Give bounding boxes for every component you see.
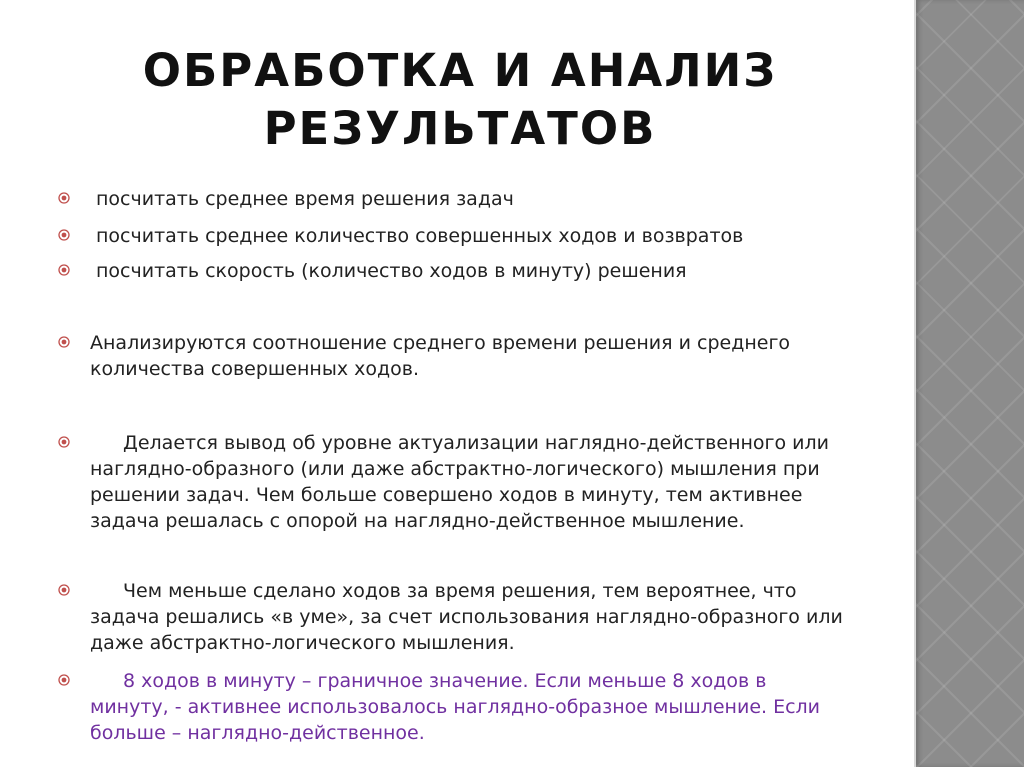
list-item-text: посчитать среднее количество совершенных ходов и возвратов	[96, 225, 744, 247]
list-item	[58, 258, 848, 284]
list-item-text: Чем меньше сделано ходов за время решения, тем вероятнее, что задача решались «в уме», за счет использования наглядно-образного или даже абстрактно-логического мышления.	[90, 580, 843, 654]
circled-dot-icon	[58, 584, 70, 596]
circled-dot-icon	[58, 192, 70, 204]
list-item	[58, 578, 848, 656]
list-item-text-highlighted: 8 ходов в минуту – граничное значение. Если меньше 8 ходов в минуту, - активнее использовалось наглядно-образное мышление. Если больше – наглядно-действенное.	[90, 670, 821, 744]
list-item	[58, 330, 848, 382]
list-item-text: посчитать среднее время решения задач	[96, 188, 514, 210]
slide-title: ОБРАБОТКА И АНАЛИЗ РЕЗУЛЬТАТОВ	[142, 44, 778, 155]
circled-dot-icon	[58, 674, 70, 686]
list-item-text: Анализируются соотношение среднего времени решения и среднего количества совершенных ходов.	[90, 332, 791, 380]
circled-dot-icon	[58, 436, 70, 448]
decorative-side-panel	[914, 0, 1024, 767]
list-item-text: Делается вывод об уровне актуализации наглядно-действенного или наглядно-образного (или даже абстрактно-логического) мышления при решении задач. Чем больше совершено ходов в минуту, тем активнее задача решалась с опорой на наглядно-действенное мышление.	[90, 432, 830, 532]
list-item	[58, 668, 848, 746]
list-item	[58, 223, 848, 249]
circled-dot-icon	[58, 336, 70, 348]
list-item-text: посчитать скорость (количество ходов в минуту) решения	[96, 260, 687, 282]
list-item	[58, 186, 848, 212]
circled-dot-icon	[58, 264, 70, 276]
list-item	[58, 430, 848, 534]
circled-dot-icon	[58, 229, 70, 241]
